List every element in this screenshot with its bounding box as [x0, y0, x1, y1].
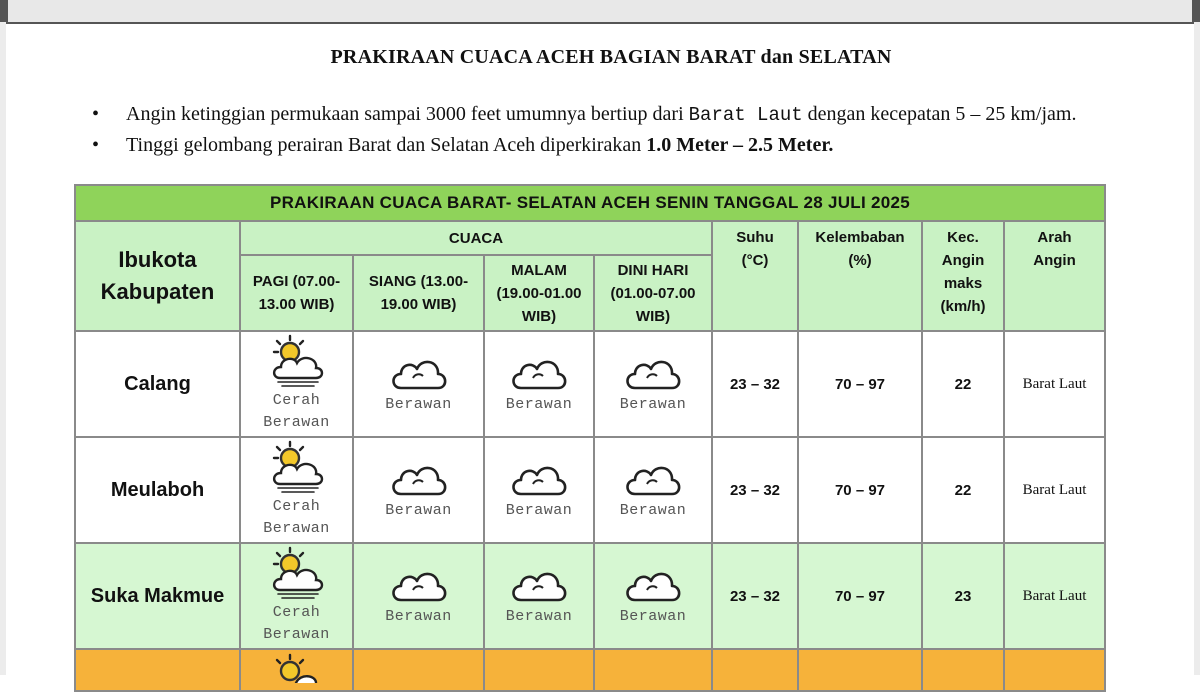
header-cuaca: CUACA — [240, 221, 712, 255]
cell-partial-malam — [484, 649, 594, 691]
weather-label: Berawan — [505, 608, 573, 625]
partly-cloudy-icon — [266, 653, 328, 683]
partly-cloudy-icon — [266, 440, 328, 496]
cell-suhu: 23 – 32 — [712, 437, 798, 543]
cell-pagi — [240, 331, 353, 437]
cloud-icon — [387, 564, 451, 606]
bullet-list — [88, 102, 1118, 163]
weather-label: Cerah Berawan — [263, 392, 330, 431]
partly-cloudy-icon — [266, 546, 328, 602]
weather-label: Berawan — [619, 396, 687, 413]
cell-pagi — [240, 543, 353, 649]
title-main: PRAKIRAAN CUACA ACEH BAGIAN BARAT — [330, 46, 756, 68]
cell-suhu: 23 – 32 — [712, 331, 798, 437]
weather-label: Cerah Berawan — [263, 498, 330, 537]
cell-partial-siang — [353, 649, 484, 691]
cloud-icon — [621, 564, 685, 606]
cell-malam — [484, 543, 594, 649]
cell-dini — [594, 437, 712, 543]
weather-label: Cerah Berawan — [263, 604, 330, 643]
cell-partial-pagi — [240, 649, 353, 691]
cloud-icon — [387, 458, 451, 500]
bullet-wave-text: Tinggi gelombang perairan Barat dan Selatan Aceh diperkirakan — [126, 134, 647, 156]
cell-kec-angin: 23 — [922, 543, 1004, 649]
cloud-icon — [621, 352, 685, 394]
bullet-dot-icon: • — [92, 103, 100, 125]
partly-cloudy-icon — [266, 334, 328, 390]
bullet-wind-speed: dengan kecepatan 5 – 25 km/jam. — [802, 103, 1077, 125]
weather-label: Berawan — [385, 608, 452, 625]
cell-partial-kec-angin — [922, 649, 1004, 691]
cell-dini — [594, 543, 712, 649]
weather-label: Berawan — [619, 608, 687, 625]
page-edge-right — [1194, 22, 1200, 675]
cell-arah-angin: Barat Laut — [1004, 543, 1105, 649]
forecast-table — [74, 184, 1106, 692]
document-title — [0, 46, 1200, 69]
cloud-icon — [507, 352, 571, 394]
cell-partial-arah-angin — [1004, 649, 1105, 691]
weather-label: Berawan — [505, 396, 573, 413]
cell-arah-angin: Barat Laut — [1004, 437, 1105, 543]
row-partial-city — [75, 649, 240, 691]
header-siang: SIANG (13.00-19.00 WIB) — [353, 255, 484, 331]
bullet-wind-direction: Barat Laut — [688, 104, 803, 126]
header-malam: MALAM (19.00-01.00 WIB) — [484, 255, 594, 331]
bullet-wave-height: 1.0 Meter – 2.5 Meter. — [646, 134, 834, 156]
row-city: Suka Makmue — [75, 543, 240, 649]
cell-siang — [353, 543, 484, 649]
cell-arah-angin: Barat Laut — [1004, 331, 1105, 437]
cell-kec-angin: 22 — [922, 331, 1004, 437]
row-city: Calang — [75, 331, 240, 437]
header-pagi: PAGI (07.00-13.00 WIB) — [240, 255, 353, 331]
title-end: SELATAN — [798, 46, 892, 68]
header-arah-angin: Arah Angin — [1004, 221, 1105, 331]
cell-kelembaban: 70 – 97 — [798, 543, 922, 649]
cell-malam — [484, 331, 594, 437]
cell-kelembaban: 70 – 97 — [798, 437, 922, 543]
header-city: Ibukota Kabupaten — [75, 221, 240, 331]
header-suhu: Suhu (°C) — [712, 221, 798, 331]
bullet-wind-text: Angin ketinggian permukaan sampai 3000 feet umumnya bertiup dari — [126, 103, 689, 125]
cell-dini — [594, 331, 712, 437]
cell-partial-dini — [594, 649, 712, 691]
weather-label: Berawan — [385, 502, 452, 519]
header-kec-angin: Kec. Angin maks (km/h) — [922, 221, 1004, 331]
table-banner: PRAKIRAAN CUACA BARAT- SELATAN ACEH SENIN TANGGAL 28 JULI 2025 — [75, 185, 1105, 221]
cloud-icon — [507, 458, 571, 500]
header-dini: DINI HARI (01.00-07.00 WIB) — [594, 255, 712, 331]
cell-partial-kelembaban — [798, 649, 922, 691]
bullet-wave — [88, 133, 1118, 157]
page-edge-left — [0, 22, 6, 675]
cloud-icon — [507, 564, 571, 606]
cell-pagi — [240, 437, 353, 543]
cell-siang — [353, 331, 484, 437]
title-dan: dan — [760, 46, 794, 68]
header-kelembaban: Kelembaban (%) — [798, 221, 922, 331]
weather-label: Berawan — [619, 502, 687, 519]
cell-suhu: 23 – 32 — [712, 543, 798, 649]
cloud-icon — [621, 458, 685, 500]
cell-siang — [353, 437, 484, 543]
weather-label: Berawan — [385, 396, 452, 413]
row-city: Meulaboh — [75, 437, 240, 543]
cell-kec-angin: 22 — [922, 437, 1004, 543]
cell-kelembaban: 70 – 97 — [798, 331, 922, 437]
cell-partial-suhu — [712, 649, 798, 691]
bullet-wind — [88, 102, 1118, 127]
cloud-icon — [387, 352, 451, 394]
cell-malam — [484, 437, 594, 543]
window-top-bar — [0, 0, 1200, 24]
bullet-dot-icon: • — [92, 134, 100, 156]
weather-label: Berawan — [505, 502, 573, 519]
